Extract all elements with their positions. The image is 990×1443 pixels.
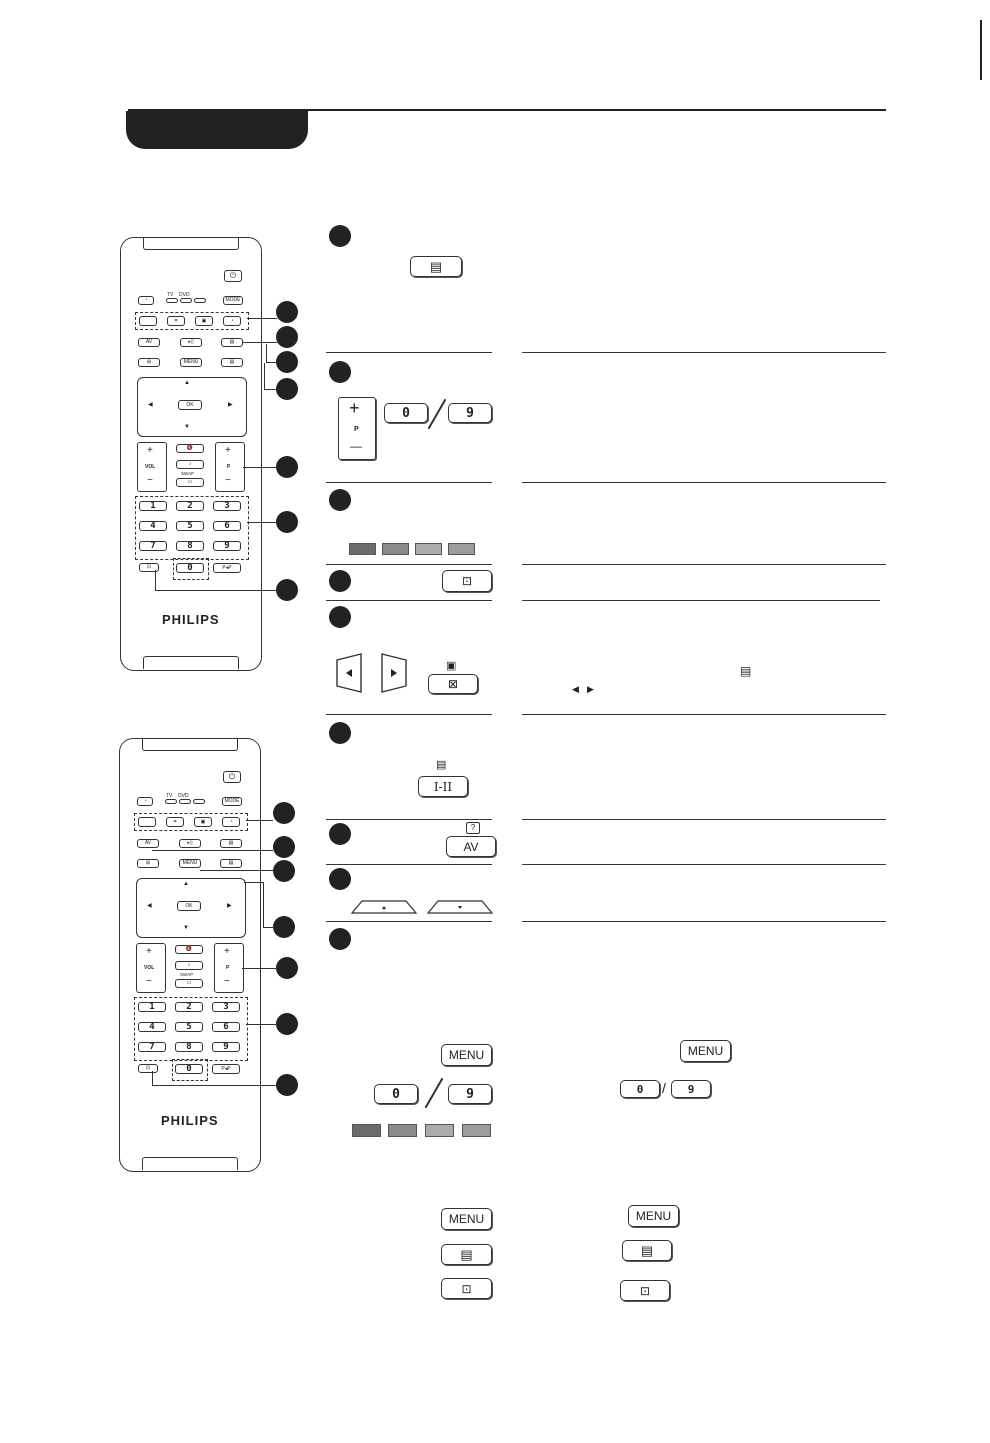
callout-vline-r1-3 [266, 344, 267, 362]
callout-line-r2-7 [152, 1085, 276, 1086]
key-0[interactable]: 0 [176, 563, 204, 573]
zoom-inline-icon: ▤ [740, 664, 752, 678]
play-button[interactable]: ▣ [194, 817, 212, 827]
divider-right-5 [522, 714, 886, 715]
menu-button[interactable]: MENU [180, 358, 202, 367]
dual-key[interactable] [418, 776, 468, 797]
teletext-button[interactable]: ▤ [220, 859, 242, 868]
section-tab [126, 111, 308, 149]
callout-dot-r2-3 [273, 860, 295, 882]
key-9-label: 9 [466, 405, 474, 421]
key-2[interactable]: 2 [176, 501, 204, 511]
step-dot-2 [329, 361, 351, 383]
callout-line-r2-4b [244, 882, 263, 883]
callout-dot-r2-4 [273, 916, 295, 938]
forward-button[interactable]: ◔ [223, 316, 241, 326]
callout-dot-r2-1 [273, 802, 295, 824]
vol-minus: − [146, 976, 152, 987]
stop-button[interactable]: ⌗ [166, 817, 184, 827]
step-dot-6 [329, 722, 351, 744]
divider-right-3 [522, 564, 886, 565]
page-edge-line [980, 20, 982, 80]
info-key-3[interactable] [620, 1280, 670, 1301]
divider-left-3 [326, 564, 492, 565]
p-minus: − [225, 475, 231, 486]
zoom-mode-icon: ▣ [446, 660, 457, 672]
key-8[interactable]: 8 [175, 1042, 203, 1052]
p-plus: + [225, 445, 231, 456]
callout-line-r1-5 [243, 467, 276, 468]
key-0-step9[interactable] [374, 1084, 418, 1104]
key-9-large[interactable] [448, 403, 492, 423]
ok-button[interactable]: OK [177, 901, 201, 911]
callout-dot-r1-7 [276, 579, 298, 601]
source-button[interactable]: ◔ [138, 296, 154, 305]
callout-vline-r2-7 [152, 1071, 153, 1085]
mode-button[interactable]: MODE [222, 797, 242, 806]
nav-left-arrow[interactable]: ◀ [148, 402, 153, 408]
teletext-hold-button[interactable]: ▸▯ [180, 338, 202, 347]
callout-dot-r1-5 [276, 456, 298, 478]
color-key-1-step9[interactable] [352, 1124, 381, 1137]
callout-line-r2-4 [263, 927, 273, 928]
step-dot-1 [329, 225, 351, 247]
callout-dot-r1-2 [276, 326, 298, 348]
key-3[interactable]: 3 [212, 1002, 240, 1012]
nav-down-arrow[interactable]: ▼ [184, 424, 190, 430]
p-glyph: P [354, 426, 359, 433]
menu-key-2[interactable] [441, 1208, 492, 1230]
sound-button[interactable]: ♪ [176, 460, 204, 469]
callout-dot-r2-7 [276, 1074, 298, 1096]
remote-top-slot [143, 237, 239, 250]
slash-separator [428, 399, 447, 429]
sound-button[interactable]: ♪ [175, 961, 203, 970]
aux-mode-button[interactable] [194, 298, 206, 303]
brand-logo: PHILIPS [161, 1113, 219, 1128]
key-1[interactable]: 1 [138, 1002, 166, 1012]
swap-label: SWAP [180, 972, 194, 977]
play-button[interactable]: ▣ [195, 316, 213, 326]
key-9-step9-label: 9 [466, 1086, 474, 1102]
teletext-button[interactable]: ▤ [221, 358, 243, 367]
teletext-icon-3: ▤ [640, 1242, 654, 1258]
info-key-2[interactable] [441, 1278, 492, 1299]
color-key-3[interactable] [415, 543, 442, 555]
teletext-key-2[interactable] [441, 1244, 492, 1265]
nav-down-arrow[interactable]: ▼ [183, 925, 189, 931]
key-0[interactable]: 0 [175, 1064, 203, 1074]
menu-key-2-label: MENU [448, 1212, 485, 1226]
slash-separator-step9 [425, 1078, 444, 1108]
vol-plus: + [146, 946, 152, 957]
dvd-label: DVD [179, 292, 190, 298]
divider-right-8 [522, 921, 886, 922]
step-dot-4 [329, 570, 351, 592]
callout-vline-r1-4 [264, 363, 265, 389]
key-0-step9-label: 0 [392, 1086, 400, 1102]
vol-minus: − [147, 475, 153, 486]
cursor-down-key[interactable] [426, 899, 494, 915]
power-button[interactable]: ⏻ [223, 771, 241, 783]
program-rocker[interactable] [215, 442, 245, 492]
divider-left-1 [326, 352, 492, 353]
vol-plus: + [147, 445, 153, 456]
volume-rocker[interactable] [137, 442, 167, 492]
remote-bottom-slot [143, 656, 239, 669]
minus-glyph: — [350, 439, 362, 453]
dvd-mode-button[interactable] [180, 298, 192, 303]
help-icon: ? [466, 822, 480, 834]
nav-left-arrow[interactable]: ◀ [147, 903, 152, 909]
divider-left-6 [326, 819, 492, 820]
key-9-inline-label: 9 [687, 1082, 695, 1096]
key-6[interactable]: 6 [213, 521, 241, 531]
p-plus: + [224, 946, 230, 957]
menu-key-3[interactable] [628, 1205, 679, 1227]
power-button[interactable]: ⏻ [224, 270, 242, 282]
step-dot-5 [329, 606, 351, 628]
divider-right-6 [522, 819, 886, 820]
program-rocker-key[interactable] [338, 397, 376, 460]
color-key-4[interactable] [448, 543, 475, 555]
menu-key-inline[interactable] [680, 1040, 731, 1062]
menu-button[interactable]: MENU [179, 859, 201, 868]
nav-up-arrow[interactable]: ▲ [183, 881, 189, 887]
divider-left-8 [326, 921, 492, 922]
divider-left-5 [326, 714, 492, 715]
color-key-2[interactable] [382, 543, 409, 555]
callout-dot-r2-2 [273, 836, 295, 858]
callout-vline-r1-7 [155, 570, 156, 590]
inline-right-arrow: ▶ [587, 684, 594, 694]
swap-button[interactable]: ▭ [175, 979, 203, 988]
key-9[interactable]: 9 [213, 541, 241, 551]
p-minus: − [224, 976, 230, 987]
key-1[interactable]: 1 [139, 501, 167, 511]
step-dot-9 [329, 928, 351, 950]
mute-button[interactable]: 🔇 [176, 444, 204, 453]
callout-dot-r2-5 [276, 957, 298, 979]
key-9-inline[interactable] [671, 1080, 711, 1098]
callout-line-r2-6 [246, 1024, 276, 1025]
callout-line-r1-6 [247, 522, 276, 523]
divider-left-7 [326, 864, 492, 865]
tv-mode-button[interactable] [166, 298, 178, 303]
callout-dot-r1-1 [276, 301, 298, 323]
forward-button[interactable]: ◔ [222, 817, 240, 827]
mode-button[interactable]: MODE [223, 296, 243, 305]
color-key-1[interactable] [349, 543, 376, 555]
nav-right-arrow[interactable]: ▶ [227, 903, 232, 909]
menu-key-1-label: MENU [448, 1048, 485, 1062]
key-0-label: 0 [402, 405, 410, 421]
teletext-key-3[interactable] [622, 1240, 672, 1261]
callout-line-r2-3 [200, 870, 273, 871]
dual-key-label: I-II [433, 779, 453, 794]
mute-button[interactable]: 🔇 [175, 945, 203, 954]
info-plus-icon: ⊡ [461, 574, 473, 588]
tv-label: TV [167, 292, 174, 298]
pp-button[interactable]: P◂P [213, 563, 241, 573]
ok-button[interactable]: OK [178, 400, 202, 410]
volume-rocker[interactable] [136, 943, 166, 993]
divider-right-2 [522, 482, 886, 483]
step-dot-8 [329, 868, 351, 890]
teletext-icon: ▤ [429, 258, 443, 274]
vol-label: VOL [144, 965, 155, 971]
tv-mode-button[interactable] [165, 799, 177, 804]
divider-right-1 [522, 352, 886, 353]
navigation-pad[interactable] [137, 377, 247, 437]
step-dot-7 [329, 823, 351, 845]
key-4[interactable]: 4 [138, 1022, 166, 1032]
menu-key-3-label: MENU [635, 1209, 672, 1223]
callout-line-r2-1 [246, 820, 273, 821]
key-4[interactable]: 4 [139, 521, 167, 531]
p-label: P [227, 464, 231, 470]
cursor-right-key[interactable] [380, 652, 408, 694]
teletext-hold-button[interactable]: ▸▯ [179, 839, 201, 848]
av-button[interactable]: AV [137, 839, 159, 848]
slash-inline: / [662, 1080, 666, 1096]
divider-left-2 [326, 482, 492, 483]
key-3[interactable]: 3 [213, 501, 241, 511]
remote2-bottom-slot [142, 1157, 238, 1170]
callout-line-r1-2 [242, 342, 277, 343]
divider-right-4 [522, 600, 880, 601]
key-0-large[interactable] [384, 403, 428, 423]
zoom-key[interactable] [428, 674, 478, 694]
remote2-top-slot [142, 738, 238, 751]
menu-key-inline-label: MENU [687, 1044, 724, 1058]
p-label: P [226, 965, 230, 971]
plus-glyph: + [349, 398, 360, 418]
key-8[interactable]: 8 [176, 541, 204, 551]
vol-label: VOL [145, 464, 156, 470]
pip-button[interactable]: ⊞ [137, 859, 159, 868]
brand-logo: PHILIPS [162, 612, 220, 627]
aux-mode-button[interactable] [193, 799, 205, 804]
swap-button[interactable]: ▭ [176, 478, 204, 487]
key-5[interactable]: 5 [175, 1022, 203, 1032]
key-7[interactable]: 7 [139, 541, 167, 551]
info-button[interactable]: ⊡ [139, 563, 159, 572]
av-key-label: AV [463, 839, 479, 854]
callout-dot-r1-6 [276, 511, 298, 533]
teletext-icon-2: ▤ [460, 1246, 473, 1262]
cursor-up-key[interactable] [350, 899, 418, 915]
remote-control-top [120, 237, 262, 671]
page-edge-tab [982, 0, 990, 1443]
av-key[interactable] [446, 836, 496, 857]
callout-dot-r1-3 [276, 351, 298, 373]
menu-key-1[interactable] [441, 1044, 492, 1066]
callout-line-r2-2 [152, 850, 273, 851]
key-9-step9[interactable] [448, 1084, 492, 1104]
key-0-inline[interactable] [620, 1080, 660, 1098]
dvd-mode-button[interactable] [179, 799, 191, 804]
dvd-label: DVD [178, 793, 189, 799]
rewind-button[interactable] [139, 316, 157, 326]
format-button[interactable]: ▤ [220, 839, 242, 848]
pp-button[interactable]: P◂P [212, 1064, 240, 1074]
av-button[interactable]: AV [138, 338, 160, 347]
color-key-3-step9[interactable] [425, 1124, 454, 1137]
key-0-inline-label: 0 [636, 1082, 644, 1096]
callout-line-r1-1 [247, 318, 277, 319]
format-button[interactable]: ▤ [221, 338, 243, 347]
key-7[interactable]: 7 [138, 1042, 166, 1052]
callout-line-r1-4 [264, 389, 276, 390]
swap-label: SWAP [181, 471, 195, 476]
key-2[interactable]: 2 [175, 1002, 203, 1012]
color-key-2-step9[interactable] [388, 1124, 417, 1137]
pip-button[interactable]: ⊞ [138, 358, 160, 367]
callout-dot-r1-4 [276, 378, 298, 400]
teletext-key[interactable] [410, 256, 462, 277]
callout-line-r1-7 [155, 590, 276, 591]
callout-vline-r2-4 [263, 882, 264, 927]
color-key-4-step9[interactable] [462, 1124, 491, 1137]
dual-mode-icon: ▤ [436, 759, 447, 771]
tv-label: TV [166, 793, 173, 799]
callout-line-r2-5 [242, 968, 276, 969]
info-button[interactable]: ⊡ [138, 1064, 158, 1073]
navigation-pad[interactable] [136, 878, 246, 938]
info-key[interactable] [442, 570, 492, 592]
remote-control-bottom [119, 738, 261, 1172]
key-5[interactable]: 5 [176, 521, 204, 531]
divider-right-7 [522, 864, 886, 865]
zoom-icon: ⊠ [447, 677, 459, 691]
rewind-button[interactable] [138, 817, 156, 827]
callout-dot-r2-6 [276, 1013, 298, 1035]
inline-left-arrow: ◀ [572, 684, 579, 694]
nav-right-arrow[interactable]: ▶ [228, 402, 233, 408]
program-rocker[interactable] [214, 943, 244, 993]
key-9[interactable]: 9 [212, 1042, 240, 1052]
step-dot-3 [329, 489, 351, 511]
callout-line-r1-3 [266, 362, 276, 363]
cursor-left-key[interactable] [335, 652, 363, 694]
info-icon-3: ⊡ [639, 1283, 651, 1298]
divider-left-4 [326, 600, 492, 601]
key-6[interactable]: 6 [212, 1022, 240, 1032]
source-button[interactable]: ◔ [137, 797, 153, 806]
stop-button[interactable]: ⌗ [167, 316, 185, 326]
info-icon-2: ⊡ [461, 1281, 472, 1296]
nav-up-arrow[interactable]: ▲ [184, 380, 190, 386]
